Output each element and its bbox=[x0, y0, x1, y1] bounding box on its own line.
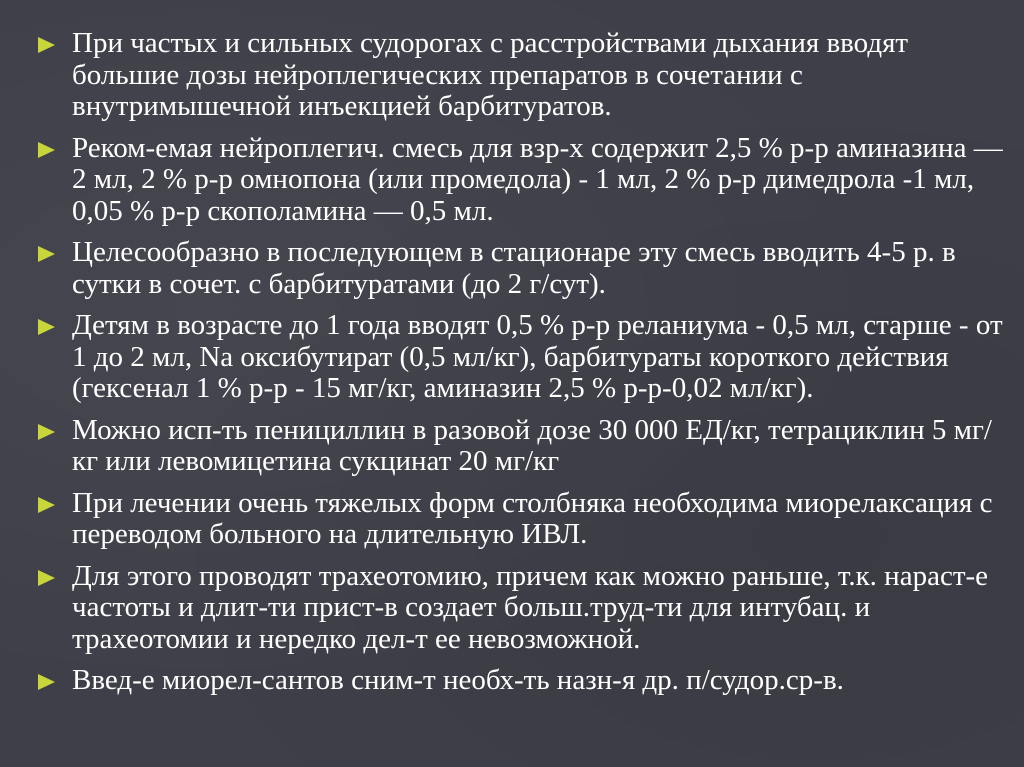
bullet-item bbox=[38, 237, 1008, 300]
bullet-text: Детям в возрасте до 1 года вводят 0,5 % р-р реланиума - 0,5 мл, старше - от 1 до 2 мл, Na оксибутират (0,5 мл/кг), барбитураты короткого действия (гексенал 1 % р-р - 15 мг/кг, аминазин 2,5 % р-р-0,02 мл/кг). bbox=[72, 309, 1003, 404]
bullet-text: Введ-е миорел-сантов сним-т необх-ть назн-я др. п/судор.ср-в. bbox=[72, 664, 844, 696]
triangle-right-icon bbox=[38, 570, 55, 586]
bullet-item bbox=[38, 561, 1008, 656]
bullet-item bbox=[38, 310, 1008, 405]
bullet-text: Можно исп-ть пенициллин в разовой дозе 30 000 ЕД/кг, тетрациклин 5 мг/кг или левомицетина сукцинат 20 мг/кг bbox=[72, 413, 992, 477]
bullet-item bbox=[38, 28, 1008, 123]
bullet-item bbox=[38, 488, 1008, 551]
triangle-right-icon bbox=[38, 674, 55, 690]
bullet-text: При лечении очень тяжелых форм столбняка необходима миорелаксация с переводом больного на длительную ИВЛ. bbox=[72, 486, 993, 550]
triangle-right-icon bbox=[38, 246, 55, 262]
bullet-text: Для этого проводят трахеотомию, причем как можно раньше, т.к. нараст-е частоты и длит-ти прист-в создает больш.труд-ти для интубац. и трахеотомии и нередко дел-т ее невозможной. bbox=[72, 559, 989, 655]
bullet-text: При частых и сильных судорогах с расстройствами дыхания вводят большие дозы нейроплегических препаратов в сочетании с внутримышечной инъекцией барбитуратов. bbox=[72, 27, 909, 122]
bullet-item bbox=[38, 133, 1008, 228]
bullet-item bbox=[38, 415, 1008, 478]
triangle-right-icon bbox=[38, 497, 55, 513]
bullet-item bbox=[38, 665, 1008, 697]
triangle-right-icon bbox=[38, 37, 55, 53]
triangle-right-icon bbox=[38, 424, 55, 440]
bullet-text: Реком-емая нейроплегич. смесь для взр-х содержит 2,5 % р-р аминазина — 2 мл, 2 % р-р омнопона (или промедола) - 1 мл, 2 % р-р димедрола -1 мл, 0,05 % р-р скополамина — 0,5 мл. bbox=[72, 131, 1003, 227]
triangle-right-icon bbox=[38, 142, 55, 158]
triangle-right-icon bbox=[38, 319, 55, 335]
bullet-list bbox=[38, 28, 1008, 707]
bullet-text: Целесообразно в последующем в стационаре эту смесь вводить 4-5 р. в сутки в сочет. с барбитуратами (до 2 г/сут). bbox=[72, 236, 956, 300]
